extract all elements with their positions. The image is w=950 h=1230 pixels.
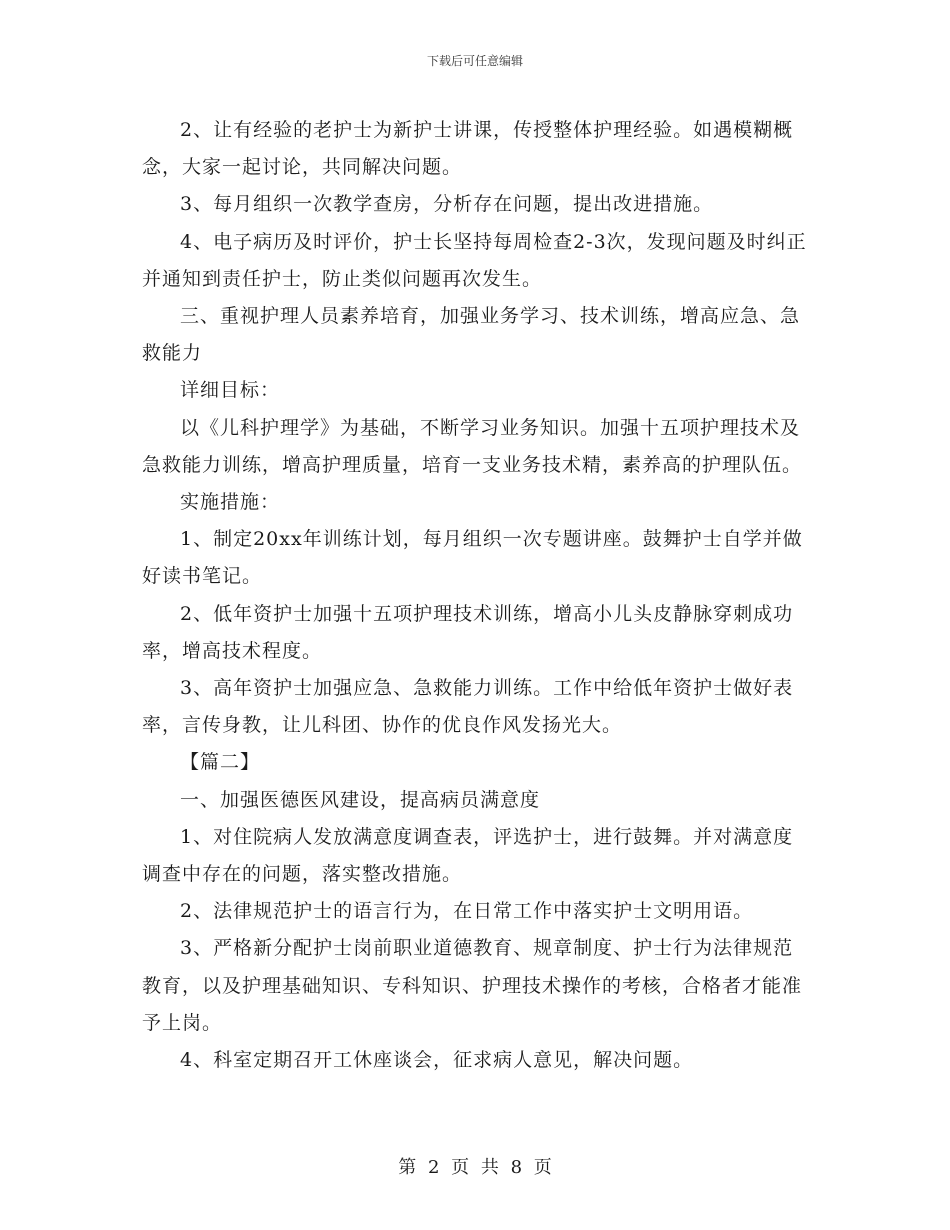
paragraph: 4、电子病历及时评价，护士长坚持每周检查2-3次，发现问题及时纠正并通知到责任护士，防止类似问题再次发生。 [142,230,807,290]
paragraph: 1、对住院病人发放满意度调查表，评选护士，进行鼓舞。并对满意度调查中存在的问题，落实整改措施。 [142,825,794,886]
section-heading: 一、加强医德医风建设，提高病员满意度 [180,788,541,811]
paragraph: 2、让有经验的老护士为新护士讲课，传授整体护理经验。如遇模糊概念，大家一起讨论，共同解决问题。 [142,119,794,179]
paragraph: 3、每月组织一次教学查房，分析存在问题，提出改进措施。 [180,193,714,216]
paragraph: 4、科室定期召开工休座谈会，征求病人意见，解决问题。 [180,1049,694,1072]
page-header-note: 下载后可任意编辑 [426,54,523,68]
subheading: 详细目标： [180,379,281,402]
document-body [142,112,810,1079]
paragraph: 3、严格新分配护士岗前职业道德教育、规章制度、护士行为法律规范教育，以及护理基础知识、专科知识、护理技术操作的考核，合格者才能准予上岗。 [142,937,803,1034]
part-heading: 【篇二】 [180,751,261,774]
paragraph: 1、制定20xx年训练计划，每月组织一次专题讲座。鼓舞护士自学并做好读书笔记。 [142,528,803,588]
paragraph: 3、高年资护士加强应急、急救能力训练。工作中给低年资护士做好表率，言传身教，让儿科团、协作的优良作风发扬光大。 [142,677,794,737]
paragraph: 2、法律规范护士的语言行为，在日常工作中落实护士文明用语。 [180,900,754,923]
paragraph: 2、低年资护士加强十五项护理技术训练，增高小儿头皮静脉穿刺成功率，增高技术程度。 [142,602,794,662]
subheading: 实施措施： [180,491,281,514]
paragraph: 以《儿科护理学》为基础，不断学习业务知识。加强十五项护理技术及急救能力训练，增高护理质量，培育一支业务技术精，素养高的护理队伍。 [142,416,803,476]
section-heading: 三、重视护理人员素养培育，加强业务学习、技术训练，增高应急、急救能力 [142,305,801,365]
page-number: 第 2 页 共 8 页 [398,1157,552,1178]
